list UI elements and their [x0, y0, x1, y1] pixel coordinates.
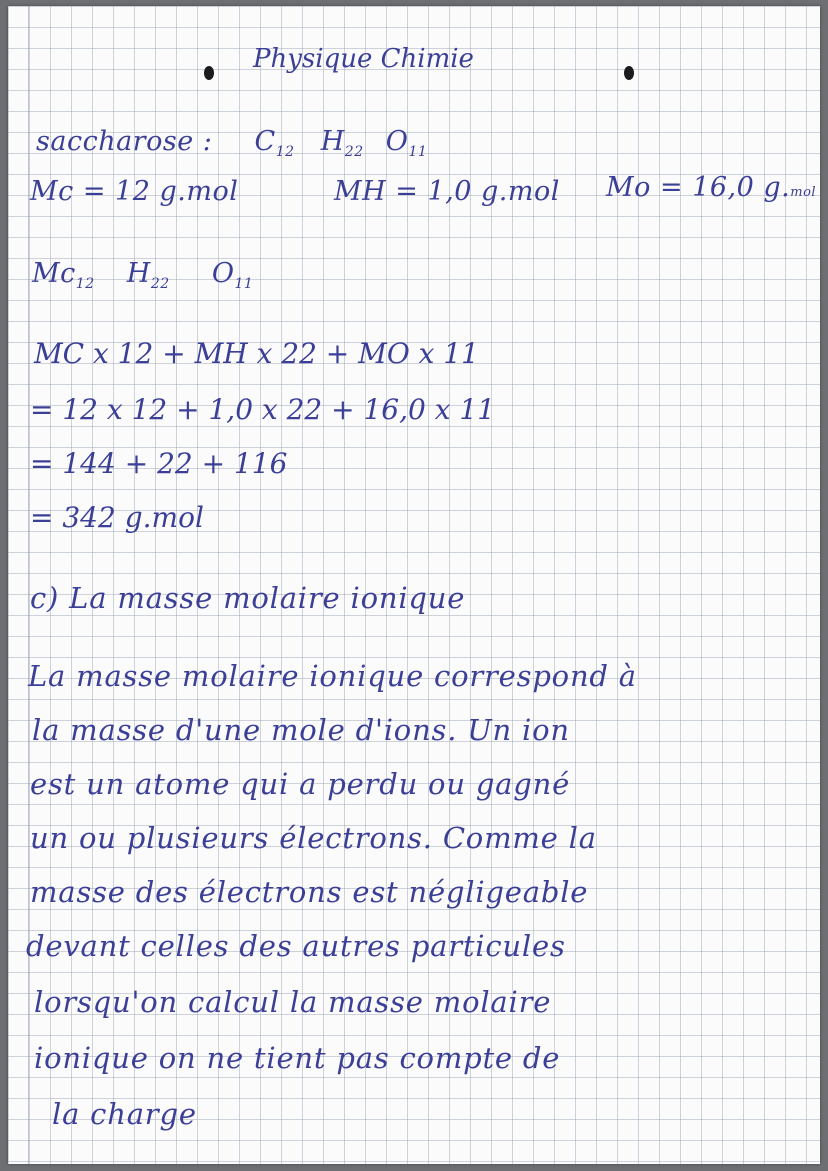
molecule-h-sub: 22 — [150, 276, 170, 292]
paragraph-line-9: la charge — [52, 1097, 197, 1131]
molar-mass-o-unit: mol — [790, 185, 817, 200]
formula-c: C — [254, 126, 276, 157]
formula-h-sub: 22 — [344, 144, 364, 160]
formula-o: O — [385, 126, 409, 157]
formula-name: saccharose : — [36, 126, 213, 157]
molecule-h: H — [126, 258, 151, 289]
page-title: Physique Chimie — [253, 44, 474, 74]
formula-line — [36, 128, 427, 159]
formula-h: H — [320, 126, 345, 157]
molecule-o: O — [211, 258, 235, 289]
margin-line — [28, 6, 29, 1164]
paragraph-line-4: un ou plusieurs électrons. Comme la — [30, 821, 597, 855]
molecule-o-sub: 11 — [234, 276, 254, 292]
calc-line-3: = 144 + 22 + 116 — [30, 447, 288, 480]
binder-hole-right — [624, 66, 634, 80]
molar-mass-h: MH = 1,0 g.mol — [334, 176, 560, 207]
molar-mass-o — [606, 174, 816, 201]
calc-line-4: = 342 g.mol — [30, 501, 204, 534]
paragraph-line-7: lorsqu'on calcul la masse molaire — [34, 985, 552, 1019]
molecule-label — [32, 260, 253, 291]
section-heading: c) La masse molaire ionique — [30, 581, 466, 615]
calc-line-2: = 12 x 12 + 1,0 x 22 + 16,0 x 11 — [30, 393, 496, 426]
molecule-c-sub: 12 — [75, 276, 95, 292]
paragraph-line-1: La masse molaire ionique correspond à — [28, 659, 637, 693]
molar-mass-c: Mc = 12 g.mol — [30, 176, 239, 207]
calc-line-1: MC x 12 + MH x 22 + MO x 11 — [34, 337, 479, 370]
paragraph-line-2: la masse d'une mole d'ions. Un ion — [32, 713, 570, 747]
paragraph-line-6: devant celles des autres particules — [26, 929, 566, 963]
molar-mass-o-value: Mo = 16,0 g. — [606, 172, 791, 203]
notebook-page — [8, 6, 820, 1164]
paragraph-line-5: masse des électrons est négligeable — [30, 875, 589, 909]
molecule-m: Mc — [32, 258, 76, 289]
paragraph-line-8: ionique on ne tient pas compte de — [34, 1041, 561, 1075]
binder-hole-left — [204, 66, 214, 80]
paragraph-line-3: est un atome qui a perdu ou gagné — [30, 767, 571, 801]
formula-c-sub: 12 — [275, 144, 295, 160]
formula-o-sub: 11 — [408, 144, 428, 160]
